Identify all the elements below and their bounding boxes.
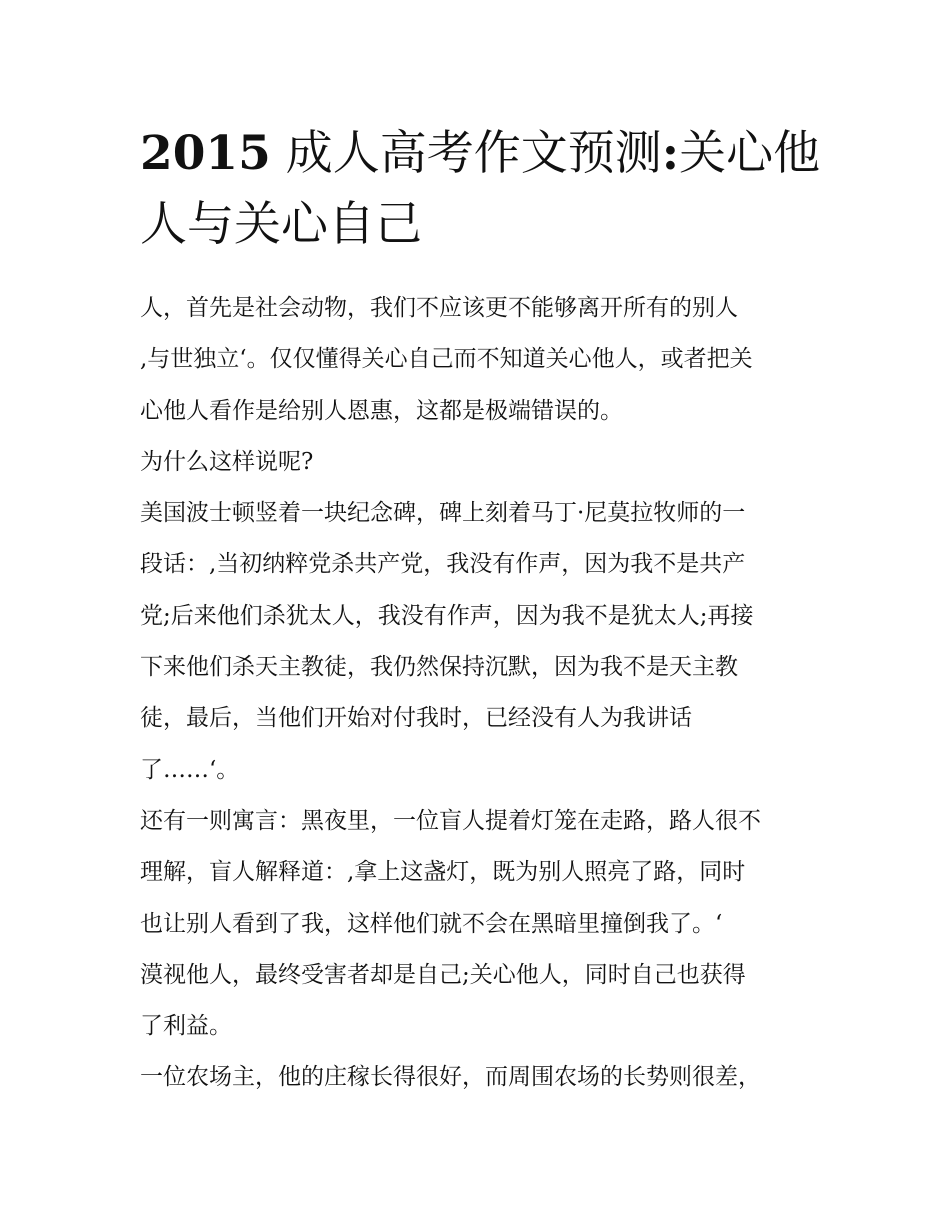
title-line-2: 人与关心自己 xyxy=(140,197,422,252)
text-line: 还有一则寓言：黑夜里，一位盲人提着灯笼在走路，路人很不 xyxy=(140,807,761,834)
text-line: 了……‘。 xyxy=(140,756,240,783)
text-line: 漠视他人，最终受害者却是自己;关心他人，同时自己也获得 xyxy=(140,961,746,988)
text-line: ,与世独立‘。仅仅懂得关心自己而不知道关心他人，或者把关 xyxy=(140,346,753,373)
text-line: 人，首先是社会动物，我们不应该更不能够离开所有的别人 xyxy=(140,295,738,321)
text-line: 一位农场主，他的庄稼长得很好，而周围农场的长势则很差， xyxy=(140,1064,761,1091)
text-line: 心他人看作是给别人恩惠，这都是极端错误的。 xyxy=(140,397,623,424)
text-line: 徒，最后，当他们开始对付我时，已经没有人为我讲话 xyxy=(140,705,692,732)
text-line: 美国波士顿竖着一块纪念碑，碑上刻着马丁·尼莫拉牧师的一 xyxy=(140,500,746,527)
body-text xyxy=(140,283,830,1104)
title-text: 成人高考作文预测 xyxy=(270,126,662,181)
text-line: 为什么这样说呢? xyxy=(140,448,314,475)
title-year: 2015 xyxy=(140,126,271,181)
title-tail: 关心他 xyxy=(679,126,821,181)
text-line: 理解，盲人解释道：,拿上这盏灯，既为别人照亮了路，同时 xyxy=(140,859,746,886)
text-line: 党;后来他们杀犹太人，我没有作声，因为我不是犹太人;再接 xyxy=(140,602,754,629)
text-line: 了利益。 xyxy=(140,1013,232,1040)
title-line-1 xyxy=(140,118,830,189)
document-title xyxy=(140,118,830,260)
text-line: 也让别人看到了我，这样他们就不会在黑暗里撞倒我了。‘ xyxy=(140,910,723,937)
text-line: 段话：,当初纳粹党杀共产党，我没有作声，因为我不是共产 xyxy=(140,551,746,578)
text-line: 下来他们杀天主教徒，我仍然保持沉默，因为我不是天主教 xyxy=(140,654,738,681)
title-colon: : xyxy=(661,126,680,181)
